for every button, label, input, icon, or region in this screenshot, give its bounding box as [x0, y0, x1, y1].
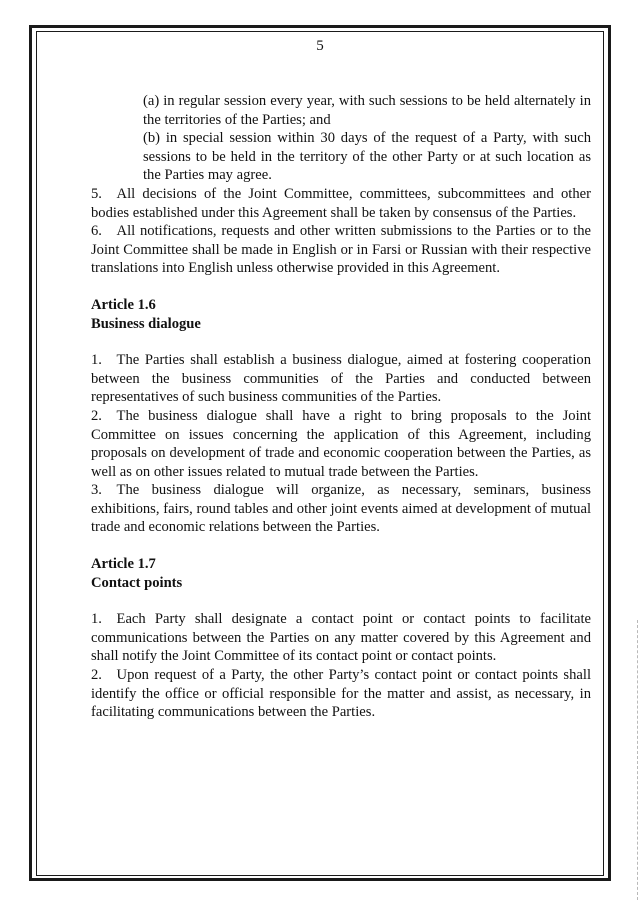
article-1-6-paragraph-2: 2. The business dialogue shall have a right to bring proposals to the Joint Committee on issues concerning the application of this Agreement, including proposals on development of trade and economic cooperation between the Parties, as well as on other issues related to mutual trade between the Parties.	[91, 407, 591, 480]
article-1-6-title: Article 1.6	[91, 296, 156, 313]
article-1-7-title: Article 1.7	[91, 556, 156, 573]
scan-artifact	[635, 620, 638, 900]
document-body	[91, 92, 591, 722]
paragraph-5: 5. All decisions of the Joint Committee, committees, subcommittees and other bodies established under this Agreement shall be taken by consensus of the Parties.	[91, 185, 591, 221]
clause-b: (b) in special session within 30 days of the request of a Party, with such sessions to be held in the territory of the other Party or at such location as the Parties may agree.	[143, 130, 591, 184]
article-1-6-paragraph-1: 1. The Parties shall establish a business dialogue, aimed at fostering cooperation between the business communities of the Parties and conducted between representatives of such business communities of the Parties.	[91, 352, 591, 406]
clause-a: (a) in regular session every year, with such sessions to be held alternately in the territories of the Parties; and	[143, 93, 591, 128]
article-1-7-subtitle: Contact points	[91, 574, 183, 591]
article-1-7-paragraph-2: 2. Upon request of a Party, the other Party’s contact point or contact points shall identify the office or official responsible for the matter and assist, as necessary, in facilitating communications between the Parties.	[91, 667, 591, 721]
article-1-6-paragraph-3: 3. The business dialogue will organize, as necessary, seminars, business exhibitions, fairs, round tables and other joint events aimed at development of mutual trade and economic relations between the Parties.	[91, 482, 591, 536]
page-number: 5	[316, 38, 324, 54]
paragraph-6: 6. All notifications, requests and other written submissions to the Parties or to the Joint Committee shall be made in English or in Farsi or Russian with their respective translations into English unless otherwise provided in this Agreement.	[91, 223, 591, 277]
article-1-7-paragraph-1: 1. Each Party shall designate a contact point or contact points to facilitate communications between the Parties on any matter covered by this Agreement and shall notify the Joint Committee of its contact point or contact points.	[91, 611, 591, 665]
article-1-6-subtitle: Business dialogue	[91, 315, 201, 332]
